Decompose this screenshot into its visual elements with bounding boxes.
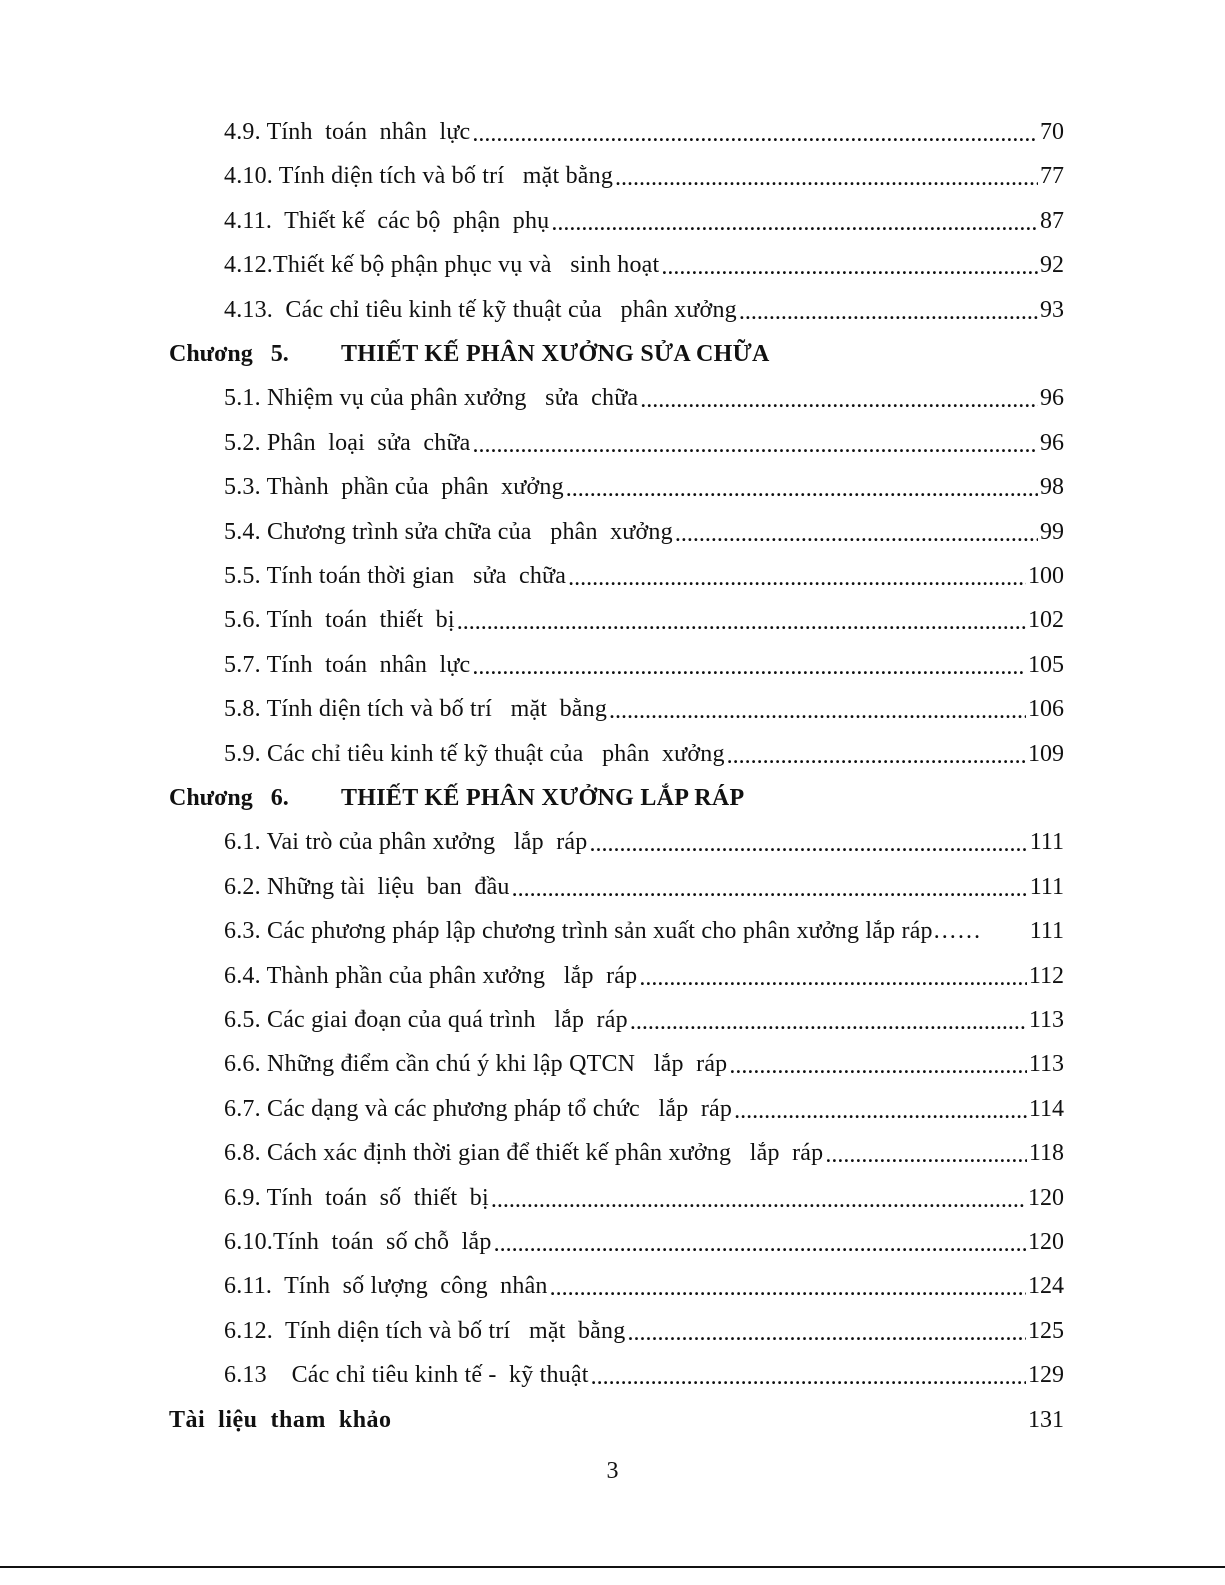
toc-entry	[224, 1131, 1064, 1175]
toc-entry	[224, 643, 1064, 687]
toc-entry-title: 5.3. Thành phần của phân xưởng	[224, 474, 564, 501]
toc-entry-title: 6.4. Thành phần của phân xưởng lắp ráp	[224, 962, 638, 989]
toc-entry-title: 5.5. Tính toán thời gian sửa chữa	[224, 563, 567, 589]
toc-entry-title: 5.9. Các chỉ tiêu kinh tế kỹ thuật của phân xưởng	[224, 740, 725, 767]
toc-entry-page: 87	[1040, 207, 1064, 234]
toc-entry	[224, 1309, 1064, 1353]
toc-entry	[224, 732, 1064, 776]
dot-leader	[551, 211, 1038, 235]
toc-entry-page: 77	[1040, 163, 1064, 190]
toc-chapter-heading	[169, 332, 1064, 376]
toc-entry	[224, 1042, 1064, 1086]
toc-entry-title: 6.13 Các chỉ tiêu kinh tế - kỹ thuật	[224, 1362, 589, 1389]
toc-entry-title: 5.7. Tính toán nhân lực	[224, 651, 471, 678]
toc-entry-page: 92	[1040, 252, 1064, 279]
toc-entry-page: 100	[1028, 563, 1064, 589]
dot-leader	[825, 1143, 1027, 1167]
toc-entry	[224, 1264, 1064, 1308]
toc-entry-page: 96	[1040, 385, 1064, 412]
toc-entry-page: 105	[1028, 651, 1064, 678]
toc-entry	[224, 820, 1064, 864]
toc-entry-page: 109	[1028, 740, 1064, 767]
toc-entry-title: 6.5. Các giai đoạn của quá trình lắp ráp	[224, 1007, 628, 1033]
chapter-title: THIẾT KẾ PHÂN XƯỞNG SỬA CHỮA	[341, 341, 770, 367]
dot-leader	[661, 255, 1038, 279]
toc-entry-page: 125	[1028, 1317, 1064, 1344]
toc-entry-title: 5.2. Phân loại sửa chữa	[224, 429, 471, 456]
toc-entry	[224, 199, 1064, 243]
dot-leader	[640, 388, 1038, 412]
toc-entry	[224, 288, 1064, 332]
toc-entry	[224, 376, 1064, 420]
toc-entry-title: 5.4. Chương trình sửa chữa của phân xưởng	[224, 518, 673, 545]
dot-leader	[457, 610, 1026, 634]
dot-leader	[630, 1010, 1027, 1034]
dot-leader	[675, 522, 1038, 546]
references-page: 131	[1028, 1406, 1064, 1433]
toc-entry	[224, 1353, 1064, 1397]
toc-entry-page: 98	[1040, 474, 1064, 501]
chapter-label: Chương 6.	[169, 785, 289, 811]
toc-entry	[224, 154, 1064, 198]
toc-entry-title: 6.1. Vai trò của phân xưởng lắp ráp	[224, 829, 588, 856]
toc-entry	[224, 510, 1064, 554]
toc-entry	[224, 598, 1064, 642]
toc-entry-page: 124	[1028, 1273, 1064, 1300]
toc-entry-page: 102	[1028, 607, 1064, 634]
toc-entry	[224, 1176, 1064, 1220]
toc-entry-page: 113	[1028, 1007, 1064, 1033]
toc-entry	[224, 465, 1064, 509]
toc-entry	[224, 243, 1064, 287]
dot-leader	[589, 832, 1027, 856]
dot-leader	[472, 122, 1038, 146]
toc-entry-page: 113	[1028, 1051, 1064, 1078]
dot-leader	[472, 655, 1026, 679]
toc-entry	[224, 998, 1064, 1042]
toc-entry	[224, 954, 1064, 998]
toc-entry-page: 96	[1040, 429, 1064, 456]
toc-entry	[224, 110, 1064, 154]
toc-entry	[224, 909, 1064, 953]
toc-entry-title: 4.13. Các chỉ tiêu kinh tế kỹ thuật của phân xưởng	[224, 296, 737, 323]
toc-entry	[224, 1220, 1064, 1264]
toc-entry-title: 4.11. Thiết kế các bộ phận phụ	[224, 207, 550, 234]
toc-entry-title: 6.9. Tính toán số thiết bị	[224, 1184, 489, 1211]
toc-entry-title: 6.11. Tính số lượng công nhân	[224, 1273, 548, 1300]
dot-leader	[639, 966, 1027, 990]
toc-entry-page: 112	[1028, 962, 1064, 989]
toc-entry-title: 5.8. Tính diện tích và bố trí mặt bằng	[224, 696, 608, 723]
toc-entry-page: 70	[1040, 119, 1064, 145]
toc-entry-title: 4.12.Thiết kế bộ phận phục vụ và sinh hoạt	[224, 252, 660, 279]
toc-entry-title: 6.12. Tính diện tích và bố trí mặt bằng	[224, 1317, 626, 1344]
dot-leader	[727, 744, 1026, 768]
dot-leader	[491, 1188, 1026, 1212]
toc-chapter-heading	[169, 776, 1064, 820]
toc-entry-title: 5.6. Tính toán thiết bị	[224, 607, 455, 634]
dot-leader	[739, 300, 1038, 324]
toc-entry-page: 111	[1029, 918, 1064, 945]
dot-leader	[615, 166, 1038, 190]
toc-entry-page: 120	[1028, 1184, 1064, 1211]
toc-entry	[224, 554, 1064, 598]
toc-entry	[224, 421, 1064, 465]
toc-entry-title: 6.3. Các phương pháp lập chương trình sản xuất cho phân xưởng lắp ráp……	[224, 918, 982, 945]
toc-entry-title: 6.2. Những tài liệu ban đầu	[224, 873, 510, 900]
dot-leader	[627, 1321, 1026, 1345]
toc-entry-page: 120	[1028, 1229, 1064, 1255]
chapter-title: THIẾT KẾ PHÂN XƯỞNG LẮP RÁP	[341, 785, 745, 811]
toc-entry-title: 6.7. Các dạng và các phương pháp tổ chức lắp ráp	[224, 1095, 733, 1122]
dot-leader	[550, 1276, 1026, 1300]
dot-leader	[591, 1365, 1026, 1389]
toc-entry-page: 111	[1029, 873, 1064, 900]
toc-entry	[224, 865, 1064, 909]
dot-leader	[729, 1054, 1027, 1078]
dot-leader	[473, 433, 1038, 457]
toc-entry-title: 4.9. Tính toán nhân lực	[224, 119, 471, 145]
toc-entry-page: 114	[1028, 1095, 1064, 1122]
toc-entry-page: 111	[1029, 829, 1064, 856]
toc-entry-page: 106	[1028, 696, 1064, 723]
toc-entry	[224, 687, 1064, 731]
toc-entry-page: 99	[1040, 518, 1064, 545]
toc-entry	[224, 1087, 1064, 1131]
dot-leader	[568, 566, 1026, 590]
toc-entry-title: 6.10.Tính toán số chỗ lắp	[224, 1229, 492, 1255]
references-title: Tài liệu tham khảo	[169, 1406, 392, 1433]
toc-entry-title: 4.10. Tính diện tích và bố trí mặt bằng	[224, 163, 614, 190]
toc-entry-page: 118	[1028, 1140, 1064, 1167]
dot-leader	[512, 877, 1028, 901]
toc-references	[169, 1398, 1064, 1442]
toc-entry-page: 93	[1040, 296, 1064, 323]
toc-entry-title: 5.1. Nhiệm vụ của phân xưởng sửa chữa	[224, 385, 639, 412]
dot-leader	[734, 1099, 1027, 1123]
toc-entry-page: 129	[1028, 1362, 1064, 1389]
page-number: 3	[606, 1458, 619, 1484]
toc-entry-title: 6.8. Cách xác định thời gian để thiết kế phân xưởng lắp ráp	[224, 1140, 824, 1167]
dot-leader	[566, 477, 1038, 501]
dot-leader	[609, 699, 1026, 723]
bottom-rule	[0, 1566, 1225, 1568]
toc-entry-title: 6.6. Những điểm cần chú ý khi lập QTCN lắp ráp	[224, 1051, 728, 1078]
dot-leader	[494, 1232, 1026, 1256]
chapter-label: Chương 5.	[169, 341, 289, 367]
